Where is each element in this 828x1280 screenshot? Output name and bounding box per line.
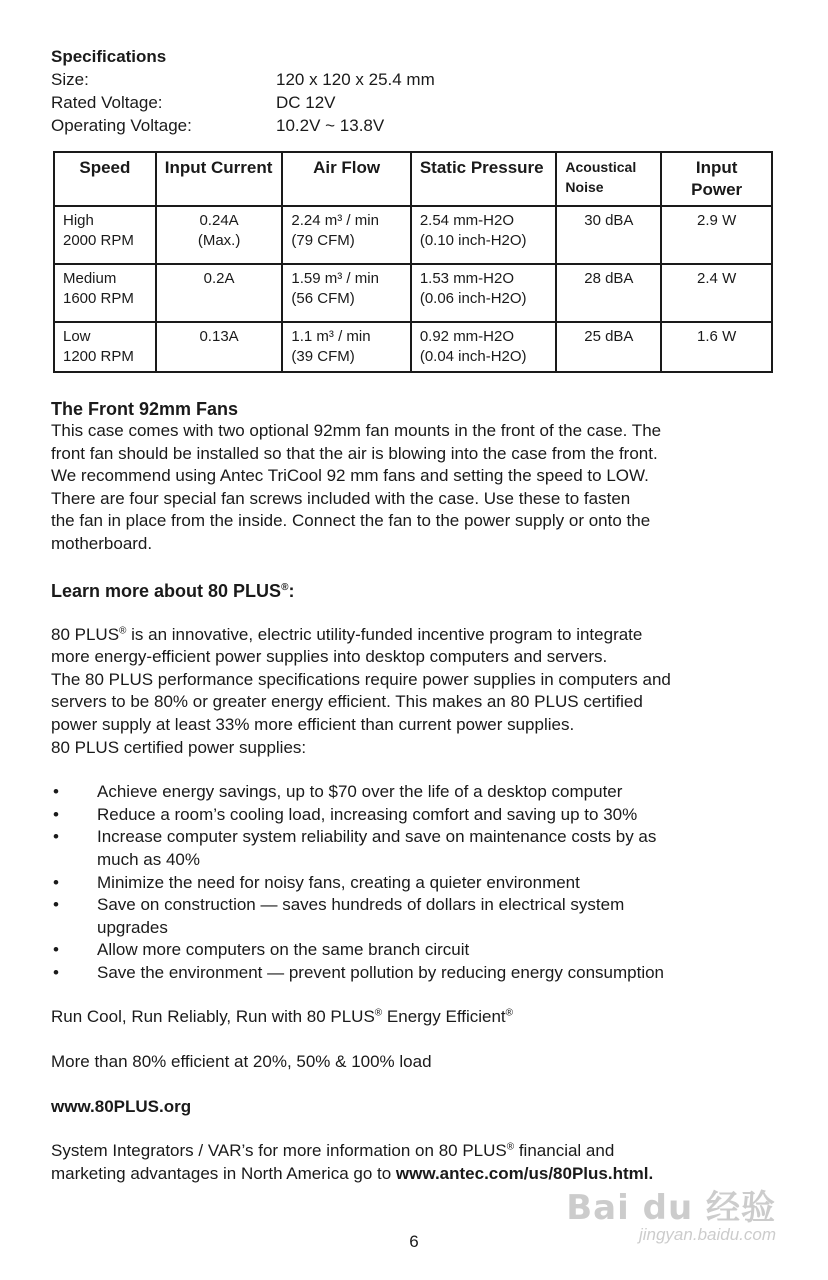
list-item: • Allow more computers on the same branch circuit [53, 940, 470, 960]
antec-url-link[interactable]: www.antec.com/us/80Plus.html. [395, 1163, 654, 1183]
fan-spec-table [53, 151, 773, 373]
list-item: • Minimize the need for noisy fans, creating a quieter environment [53, 872, 580, 892]
cell-speed: Medium 1600 RPM [54, 264, 156, 322]
cell-power: 1.6 W [661, 322, 772, 372]
cell-airflow: 2.24 m³ / min (79 CFM) [282, 206, 410, 264]
cell-airflow: 1.1 m³ / min (39 CFM) [282, 322, 410, 372]
cell-pressure: 2.54 mm-H2O (0.10 inch-H2O) [411, 206, 557, 264]
learn-more-title: Learn more about 80 PLUS®: [51, 580, 295, 601]
spec-list [51, 68, 781, 137]
spec-row [51, 114, 781, 137]
cell-current: 0.2A [156, 264, 283, 322]
header-input-power: Input Power [661, 152, 772, 206]
cell-airflow: 1.59 m³ / min (56 CFM) [282, 264, 410, 322]
document-page [51, 46, 781, 1185]
table-header-row [54, 152, 772, 206]
list-item: • Increase computer system reliability and save on maintenance costs by as much as 40% [53, 827, 657, 869]
front-fans-title: The Front 92mm Fans [51, 399, 239, 419]
spec-label: Rated Voltage: [51, 93, 163, 112]
watermark-url: jingyan.baidu.com [638, 1225, 776, 1244]
specifications-title: Specifications [51, 47, 167, 66]
page-number: 6 [409, 1232, 419, 1251]
spec-value: 10.2V ~ 13.8V [276, 116, 385, 135]
cell-pressure: 0.92 mm-H2O (0.04 inch-H2O) [411, 322, 557, 372]
benefits-list [51, 781, 781, 984]
table-row [54, 264, 772, 322]
slogan: Run Cool, Run Reliably, Run with 80 PLUS® Energy Efficient® [51, 1007, 514, 1027]
system-integrators-paragraph: System Integrators / VAR’s for more information on 80 PLUS® financial and marketing advantages in North America go to www.antec.com/us/80Plus.html. [51, 1141, 654, 1183]
cell-current: 0.24A (Max.) [156, 206, 283, 264]
watermark-logo: Bai du 经验 [566, 1188, 776, 1228]
list-item: • Save on construction — saves hundreds of dollars in electrical system upgrades [53, 895, 625, 937]
spec-row [51, 91, 781, 114]
header-speed: Speed [54, 152, 156, 206]
header-air-flow: Air Flow [282, 152, 410, 206]
table-row [54, 206, 772, 264]
header-input-current: Input Current [156, 152, 283, 206]
learn-more-paragraph: 80 PLUS® is an innovative, electric utility-funded incentive program to integrate more energy-efficient power supplies into desktop computers and servers. The 80 PLUS performance specifications require power supplies in computers and servers to be 80% or greater energy efficient. This makes an 80 PLUS certified power supply at least 33% more efficient than current power supplies. 80 PLUS certified power supplies: [51, 624, 671, 757]
header-static-pressure: Static Pressure [411, 152, 557, 206]
cell-noise: 28 dBA [556, 264, 661, 322]
spec-value: 120 x 120 x 25.4 mm [276, 70, 435, 89]
cell-noise: 25 dBA [556, 322, 661, 372]
list-item: • Achieve energy savings, up to $70 over the life of a desktop computer [53, 782, 623, 802]
list-item: • Save the environment — prevent pollution by reducing energy consumption [53, 962, 665, 982]
header-acoustical-noise: Acoustical Noise [556, 152, 661, 206]
cell-current: 0.13A [156, 322, 283, 372]
cell-speed: Low 1200 RPM [54, 322, 156, 372]
spec-label: Size: [51, 70, 89, 89]
cell-speed: High 2000 RPM [54, 206, 156, 264]
website-link[interactable]: www.80PLUS.org [51, 1096, 192, 1116]
spec-value: DC 12V [276, 93, 336, 112]
efficiency-line: More than 80% efficient at 20%, 50% & 100% load [51, 1052, 432, 1072]
table-row [54, 322, 772, 372]
cell-power: 2.4 W [661, 264, 772, 322]
front-fans-paragraph: This case comes with two optional 92mm fan mounts in the front of the case. The front fan should be installed so that the air is blowing into the case from the front. We recommend using Antec TriCool 92 mm fans and setting the speed to LOW. There are four special fan screws included with the case. Use these to fasten the fan in place from the inside. Connect the fan to the power supply or onto the motherboard. [51, 421, 662, 553]
cell-noise: 30 dBA [556, 206, 661, 264]
spec-row [51, 68, 781, 91]
spec-label: Operating Voltage: [51, 116, 192, 135]
list-item: • Reduce a room’s cooling load, increasing comfort and saving up to 30% [53, 804, 638, 824]
cell-pressure: 1.53 mm-H2O (0.06 inch-H2O) [411, 264, 557, 322]
cell-power: 2.9 W [661, 206, 772, 264]
